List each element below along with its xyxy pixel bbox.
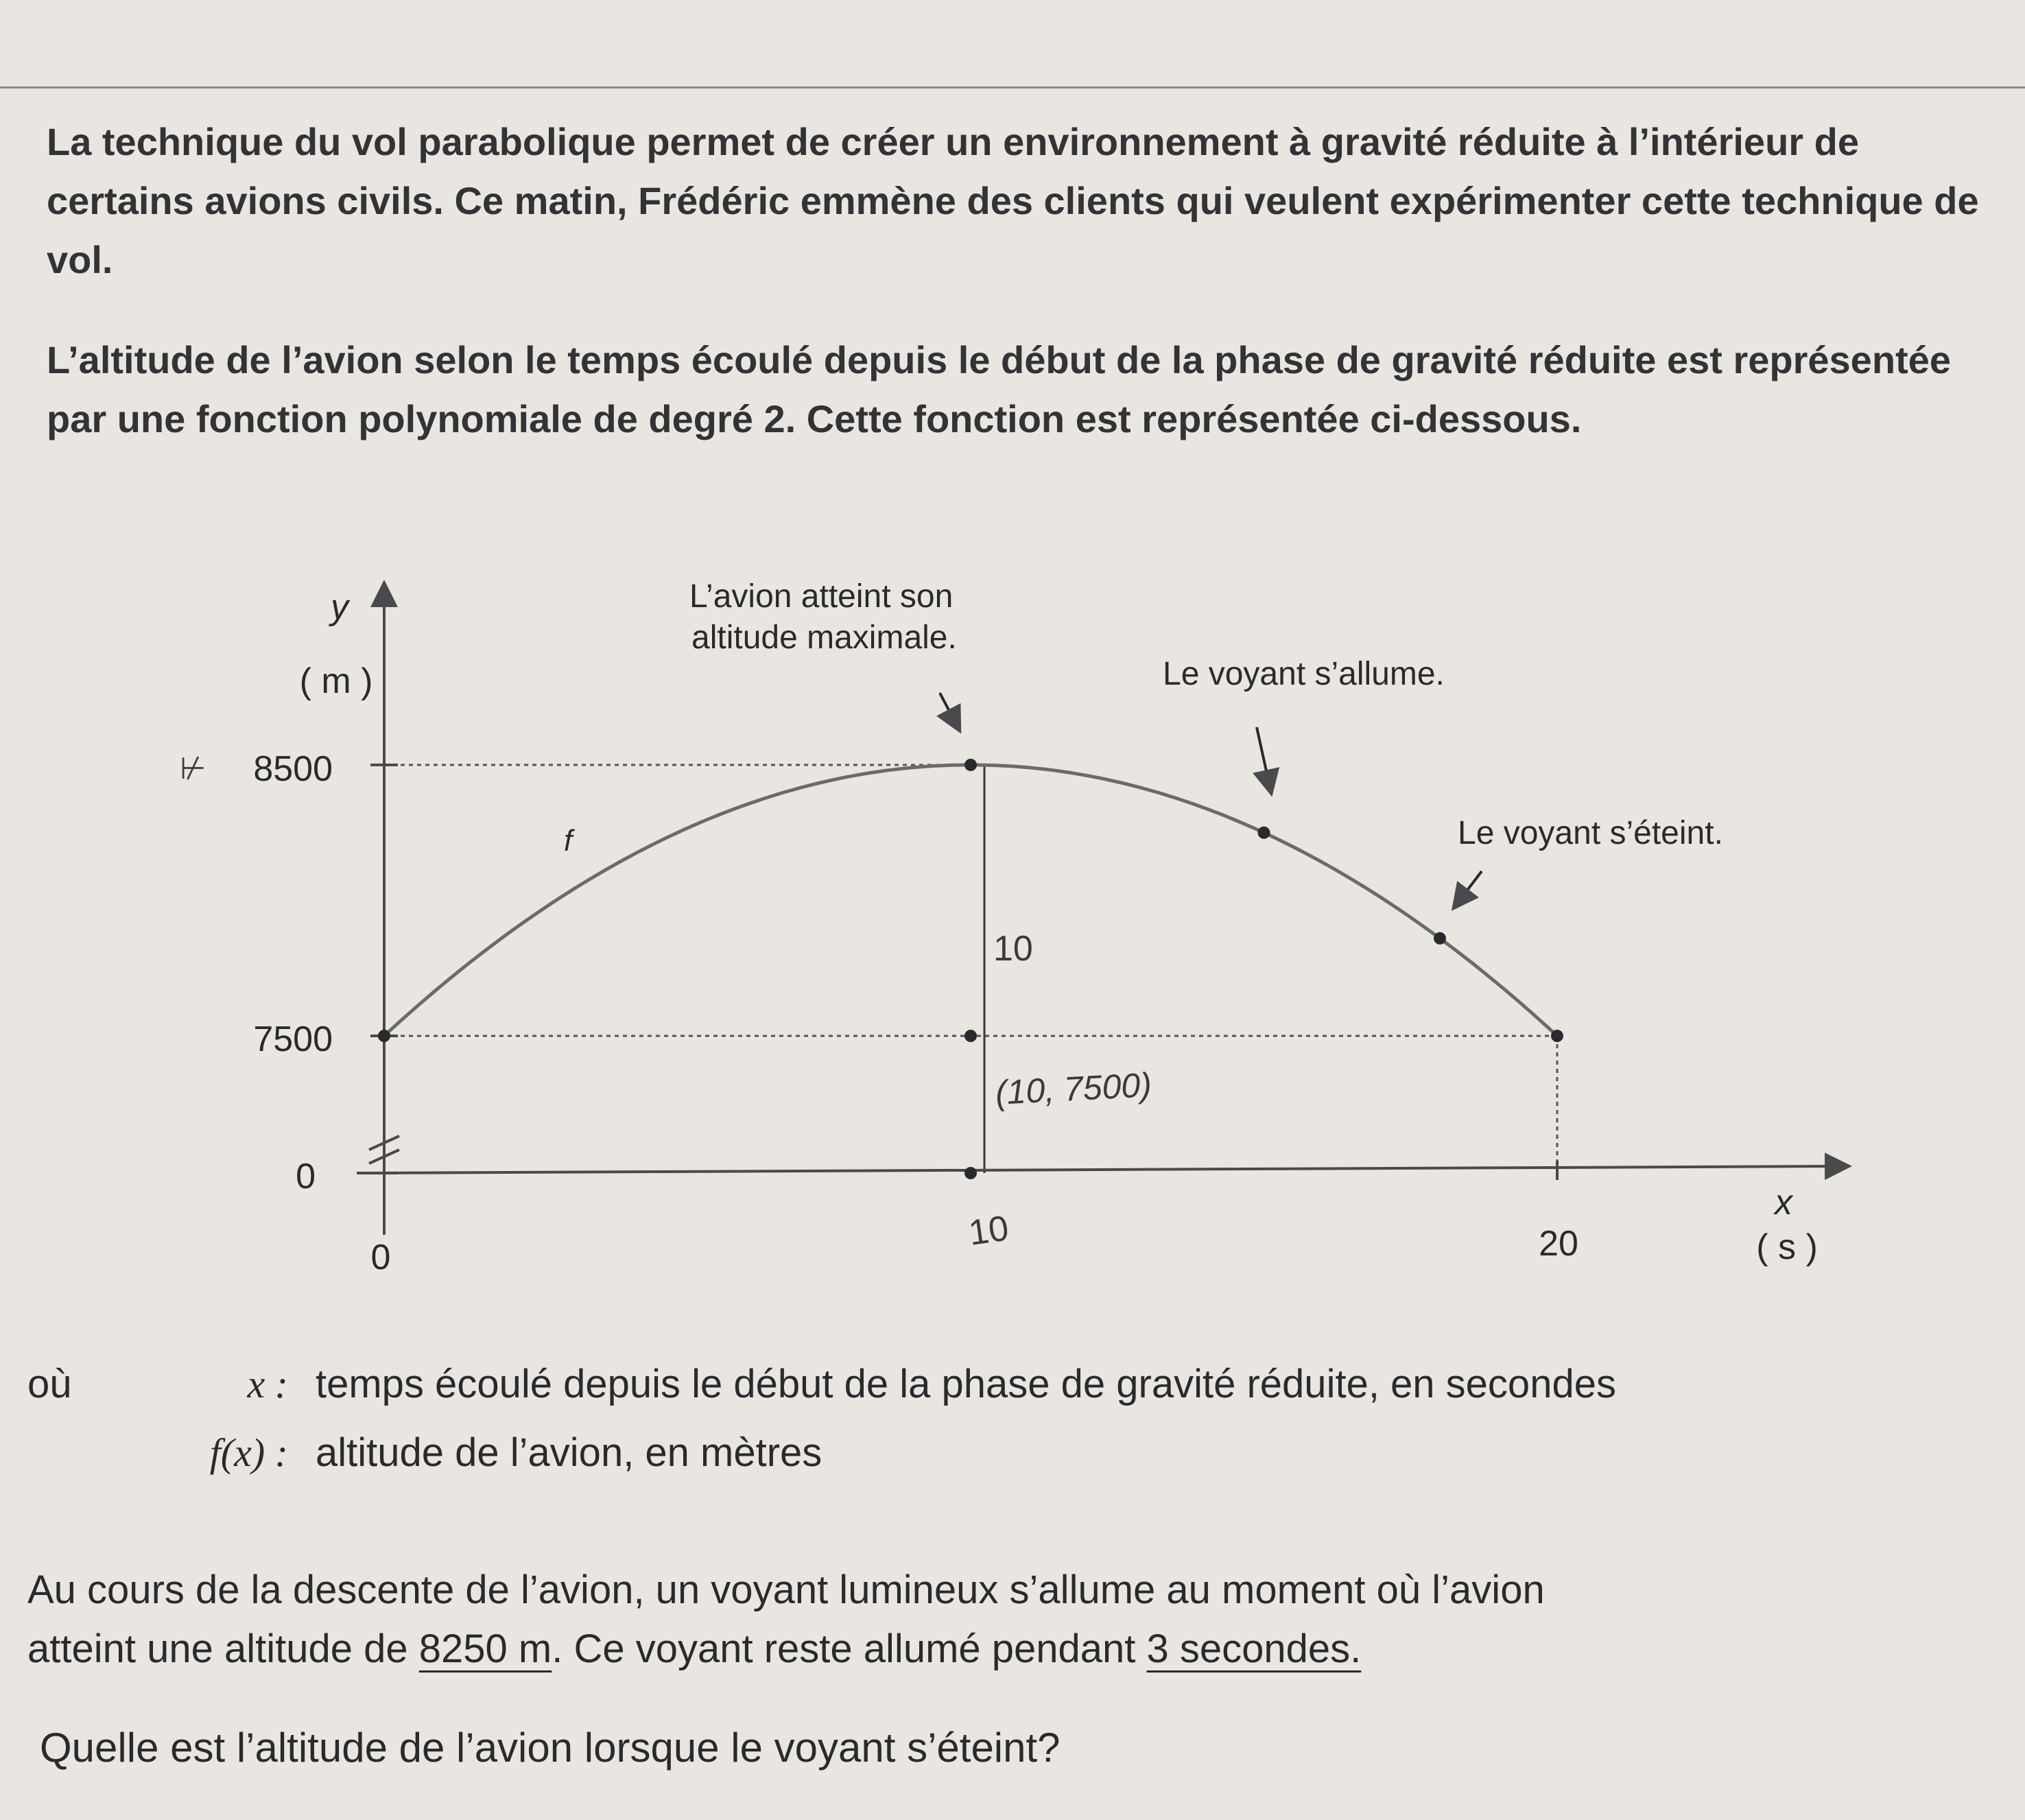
- annotation-max-line-1: L’avion atteint son: [689, 578, 954, 615]
- annotation-arrow-light-on: [1257, 727, 1269, 783]
- y-tick-label-7500: 7500: [253, 1019, 333, 1059]
- y-tick-label-8500: 8500: [253, 749, 333, 789]
- definition-text-x: temps écoulé depuis le début de la phase de gravité réduite, en secondes: [316, 1362, 1616, 1406]
- graph-point-0: [964, 759, 977, 771]
- problem-statement: [27, 1561, 2017, 1679]
- x-tick-label-20: 20: [1539, 1224, 1578, 1264]
- y-axis-unit: ( m ): [299, 661, 373, 701]
- graph-point-2: [1434, 932, 1446, 945]
- parabola-graph: [0, 563, 2025, 1317]
- annotation-max-line-2: altitude maximale.: [691, 619, 957, 656]
- annotation-light-off: Le voyant s’éteint.: [1458, 815, 1723, 851]
- duration-3s-underlined: 3 secondes.: [1146, 1627, 1362, 1671]
- altitude-8250-underlined: 8250 m: [418, 1627, 552, 1671]
- y-axis-label: y: [331, 587, 348, 627]
- definition-symbol-x: x :: [247, 1362, 288, 1406]
- intro-paragraph-2: L’altitude de l’avion selon le temps écoulé depuis le début de la phase de gravité réduite est représentée par une fonction polynomiale de degré 2. Cette fonction est représentée ci-dessous.: [47, 338, 1951, 440]
- definition-row-fx: [0, 1423, 2025, 1482]
- definition-symbol-fx: f(x) :: [209, 1430, 288, 1475]
- graph-point-4: [1551, 1030, 1563, 1042]
- handwritten-point-label: (10, 7500): [994, 1065, 1153, 1112]
- graph-point-1: [1258, 827, 1270, 839]
- handwritten-x-tick-10: 10: [966, 1208, 1011, 1253]
- handwritten-height-10: 10: [993, 929, 1033, 969]
- definitions-intro-ou: où: [27, 1362, 72, 1406]
- x-axis: [357, 1166, 1838, 1173]
- graph-point-5: [964, 1030, 977, 1042]
- parabola-curve-f: [384, 765, 1557, 1036]
- x-axis-label: x: [1775, 1183, 1792, 1222]
- annotation-arrow-light-off: [1460, 871, 1482, 900]
- curve-label-f: f: [564, 824, 573, 858]
- handwritten-tick-mark: ⊬: [180, 752, 206, 785]
- problem-line-2: [27, 1620, 2017, 1679]
- graph-point-3: [378, 1030, 390, 1042]
- x-tick-label-0: 0: [370, 1238, 391, 1277]
- definition-row-x: [0, 1355, 2025, 1414]
- intro-paragraph-1: La technique du vol parabolique permet de créer un environnement à gravité réduite à l’intérieur de certains avions civils. Ce matin, Frédéric emmène des clients qui veulent expérimenter cette technique de vol.: [47, 120, 1979, 281]
- problem-line-2-start: atteint une altitude de: [27, 1627, 419, 1671]
- question-text: Quelle est l’altitude de l’avion lorsque le voyant s’éteint?: [40, 1725, 1061, 1771]
- annotation-arrow-max: [940, 693, 955, 722]
- graph-points: [378, 759, 1563, 1179]
- definition-text-fx: altitude de l’avion, en mètres: [316, 1430, 822, 1475]
- problem-line-2-middle: . Ce voyant reste allumé pendant: [552, 1627, 1147, 1671]
- x-axis-unit: ( s ): [1756, 1227, 1818, 1267]
- page-top-rule: [0, 86, 2025, 88]
- annotation-light-on: Le voyant s’allume.: [1163, 656, 1445, 692]
- graph-svg: [0, 563, 2025, 1317]
- problem-line-1: Au cours de la descente de l’avion, un voyant lumineux s’allume au moment où l’avion: [27, 1568, 1545, 1612]
- graph-point-6: [964, 1167, 977, 1179]
- y-tick-label-0: 0: [296, 1157, 316, 1196]
